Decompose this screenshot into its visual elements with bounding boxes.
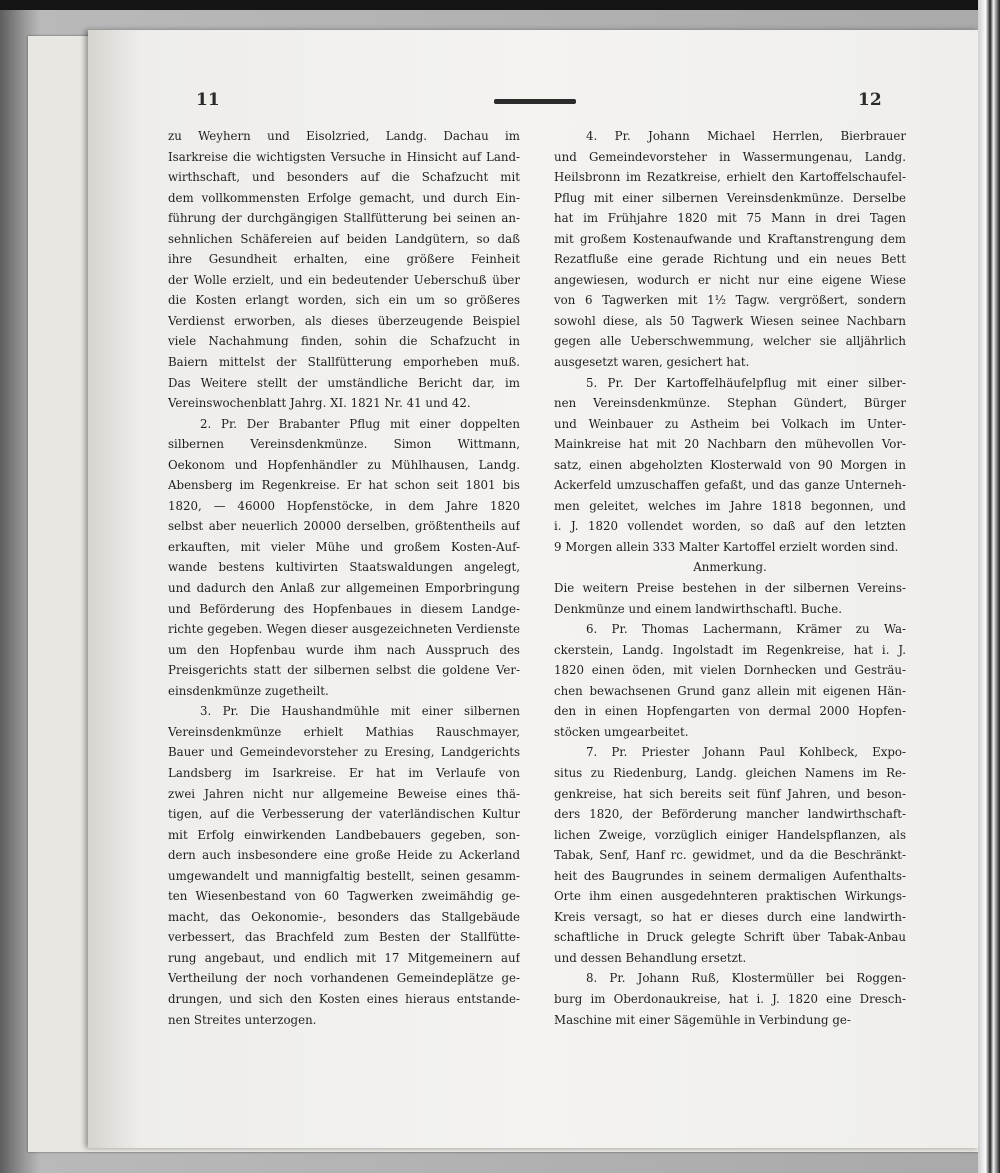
right-text-column xyxy=(554,126,906,1030)
text-line: Mainkreise hat mit 20 Nachbarn den mühevollen Vor- xyxy=(554,437,906,452)
text-line: 8. Pr. Johann Ruß, Klostermüller bei Roggen- xyxy=(586,971,906,986)
text-line: 7. Pr. Priester Johann Paul Kohlbeck, Expo- xyxy=(586,745,906,760)
text-line: selbst aber neuerlich 20000 derselben, größtentheils auf xyxy=(168,519,520,534)
text-line: verbessert, das Brachfeld zum Besten der Stallfütte- xyxy=(168,930,520,945)
text-line: Kreis versagt, so hat er dieses durch eine landwirth- xyxy=(554,909,906,924)
text-line: Rezatfluße eine gerade Richtung und ein neues Bett xyxy=(554,252,906,267)
text-line: und Weinbauer zu Astheim bei Volkach im Unter- xyxy=(554,416,906,431)
text-line: lichen Zweige, vorzüglich einiger Handelspflanzen, als xyxy=(554,827,906,842)
text-line: der Wolle erzielt, und ein bedeutender Ueberschuß über xyxy=(168,272,520,287)
text-line: silbernen Vereinsdenkmünze. Simon Wittmann, xyxy=(168,437,520,452)
text-line: und dessen Behandlung ersetzt. xyxy=(554,950,747,965)
header-rule xyxy=(494,99,576,104)
text-line: Vertheilung der noch vorhandenen Gemeindeplätze ge- xyxy=(168,971,520,986)
text-line: führung der durchgängigen Stallfütterung bei seinen an- xyxy=(168,211,520,226)
text-line: Orte ihm einen ausgedehnteren praktischen Wirkungs- xyxy=(554,889,906,904)
text-line: Maschine mit einer Sägemühle in Verbindung ge- xyxy=(554,1012,851,1027)
text-line: mit Erfolg einwirkenden Landbebauers gegeben, son- xyxy=(168,827,520,842)
text-line: ausgesetzt waren, gesichert hat. xyxy=(554,355,750,370)
text-line: und Gemeindevorsteher in Wassermungenau, Landg. xyxy=(554,149,906,164)
text-line: wirthschaft, und besonders auf die Schafzucht mit xyxy=(168,170,520,185)
text-line: rung angebaut, und endlich mit 17 Mitgemeinern auf xyxy=(168,950,520,965)
text-line: sehnlichen Schäfereien auf beiden Landgütern, so daß xyxy=(168,231,520,246)
text-line: Landsberg im Isarkreise. Er hat im Verlaufe von xyxy=(168,765,520,780)
text-line: satz, einen abgeholzten Klosterwald von 90 Morgen in xyxy=(554,457,906,472)
text-line: sowohl diese, als 50 Tagwerk Wiesen seinee Nachbarn xyxy=(554,313,906,328)
text-line: Ackerfeld umzuschaffen gefaßt, und das ganze Unterneh- xyxy=(554,478,906,493)
text-line: situs zu Riedenburg, Landg. gleichen Namens im Re- xyxy=(554,765,906,780)
text-line: Vereinsdenkmünze erhielt Mathias Rauschmayer, xyxy=(168,724,520,739)
text-line: drungen, und sich den Kosten eines hieraus entstande- xyxy=(168,991,520,1006)
text-line: den in einen Hopfengarten von dermal 2000 Hopfen- xyxy=(554,704,906,719)
page-number-left: 11 xyxy=(196,90,220,110)
text-line: macht, das Oekonomie-, besonders das Stallgebäude xyxy=(168,909,520,924)
text-line: 2. Pr. Der Brabanter Pflug mit einer doppelten xyxy=(200,416,520,431)
text-line: gegen alle Ueberschwemmung, welcher sie alljährlich xyxy=(554,334,906,349)
page-number-right: 12 xyxy=(858,90,882,110)
text-line: zwei Jahren nicht nur allgemeine Beweise eines thä- xyxy=(168,786,520,801)
text-line: angewiesen, wodurch er nicht nur eine eigene Wiese xyxy=(554,272,906,287)
text-line: Anmerkung. xyxy=(693,560,767,575)
scan-top-border xyxy=(0,0,1000,10)
text-line: chen bewachsenen Grund ganz allein mit eigenen Hän- xyxy=(554,683,906,698)
text-line: 6. Pr. Thomas Lachermann, Krämer zu Wa- xyxy=(586,622,906,637)
text-line: Bauer und Gemeindevorsteher zu Eresing, Landgerichts xyxy=(168,745,520,760)
text-line: 5. Pr. Der Kartoffelhäufelpflug mit einer silber- xyxy=(586,375,906,390)
text-line: Baiern mittelst der Stallfütterung emporheben muß. xyxy=(168,355,520,370)
text-line: umgewandelt und mannigfaltig bestellt, seinen gesamm- xyxy=(168,868,520,883)
text-line: dern auch insbesondere eine große Heide zu Ackerland xyxy=(168,848,520,863)
text-line: men geleitet, welches im Jahre 1818 begonnen, und xyxy=(554,498,906,513)
text-line: genkreise, hat sich bereits seit fünf Jahren, und beson- xyxy=(554,786,906,801)
text-line: Verdienst erworben, als dieses überzeugende Beispiel xyxy=(168,313,520,328)
text-line: 1820 einen öden, mit vielen Dornhecken und Gesträu- xyxy=(554,663,906,678)
text-line: 9 Morgen allein 333 Malter Kartoffel erzielt worden sind. xyxy=(554,539,899,554)
text-line: 3. Pr. Die Haushandmühle mit einer silbernen xyxy=(200,704,520,719)
text-line: die Kosten erlangt worden, sich ein um so größeres xyxy=(168,293,520,308)
text-line: mit großem Kostenaufwande und Kraftanstrengung dem xyxy=(554,231,906,246)
left-text-column xyxy=(168,126,520,1030)
text-line: i. J. 1820 vollendet worden, so daß auf den letzten xyxy=(554,519,906,534)
text-line: Isarkreise die wichtigsten Versuche in Hinsicht auf Land- xyxy=(168,149,520,164)
text-line: stöcken umgearbeitet. xyxy=(554,724,689,739)
text-line: und dadurch den Anlaß zur allgemeinen Emporbringung xyxy=(168,581,520,596)
text-line: dem vollkommensten Erfolge gemacht, und durch Ein- xyxy=(168,190,520,205)
text-line: 1820, — 46000 Hopfenstöcke, in dem Jahre 1820 xyxy=(168,498,520,513)
text-line: Abensberg im Regenkreise. Er hat schon seit 1801 bis xyxy=(168,478,520,493)
text-line: Preisgerichts statt der silbernen selbst die goldene Ver- xyxy=(168,663,520,678)
text-line: nen Streites unterzogen. xyxy=(168,1012,317,1027)
text-line: Die weitern Preise bestehen in der silbernen Vereins- xyxy=(554,581,906,596)
text-line: ten Wiesenbestand von 60 Tagwerken zweimähdig ge- xyxy=(168,889,520,904)
text-line: zu Weyhern und Eisolzried, Landg. Dachau im xyxy=(168,129,520,143)
text-line: tigen, auf die Verbesserung der vaterländischen Kultur xyxy=(168,807,520,822)
text-line: 4. Pr. Johann Michael Herrlen, Bierbrauer xyxy=(586,129,906,143)
text-line: burg im Oberdonaukreise, hat i. J. 1820 eine Dresch- xyxy=(554,991,906,1006)
text-line: schaftliche in Druck gelegte Schrift über Tabak-Anbau xyxy=(554,930,906,945)
text-line: ckerstein, Landg. Ingolstadt im Regenkreise, hat i. J. xyxy=(554,642,906,657)
text-line: erkauften, mit vieler Mühe und großem Kosten-Auf- xyxy=(168,539,520,554)
text-line: Vereinswochenblatt Jahrg. XI. 1821 Nr. 41 und 42. xyxy=(168,396,471,411)
text-line: hat im Frühjahre 1820 mit 75 Mann in drei Tagen xyxy=(554,211,906,226)
text-line: nen Vereinsdenkmünze. Stephan Gündert, Bürger xyxy=(554,396,906,411)
text-line: ihre Gesundheit erhalten, eine größere Feinheit xyxy=(168,252,520,267)
text-line: viele Nachahmung finden, sohin die Schafzucht in xyxy=(168,334,520,349)
text-line: um den Hopfenbau wurde ihm nach Ausspruch des xyxy=(168,642,520,657)
text-line: heit des Baugrundes in seinem dermaligen Aufenthalts- xyxy=(554,868,906,883)
text-line: ders 1820, der Beförderung mancher landwirthschaft- xyxy=(554,807,906,822)
text-line: und Beförderung des Hopfenbaues in diesem Landge- xyxy=(168,601,520,616)
text-line: von 6 Tagwerken mit 1½ Tagw. vergrößert, sondern xyxy=(554,293,906,308)
text-line: Oekonom und Hopfenhändler zu Mühlhausen, Landg. xyxy=(168,457,520,472)
text-line: Das Weitere stellt der umständliche Bericht dar, im xyxy=(168,375,520,390)
text-line: Tabak, Senf, Hanf rc. gewidmet, und da die Beschränkt- xyxy=(554,848,906,863)
text-line: richte gegeben. Wegen dieser ausgezeichneten Verdienste xyxy=(168,622,520,637)
text-line: Heilsbronn im Rezatkreise, erhielt den Kartoffelschaufel- xyxy=(554,170,906,185)
text-line: Denkmünze und einem landwirthschaftl. Buche. xyxy=(554,601,842,616)
text-line: einsdenkmünze zugetheilt. xyxy=(168,683,329,698)
text-line: wande bestens kultivirten Staatswaldungen angelegt, xyxy=(168,560,520,575)
text-line: Pflug mit einer silbernen Vereinsdenkmünze. Derselbe xyxy=(554,190,906,205)
scan-right-border xyxy=(978,0,1000,1173)
